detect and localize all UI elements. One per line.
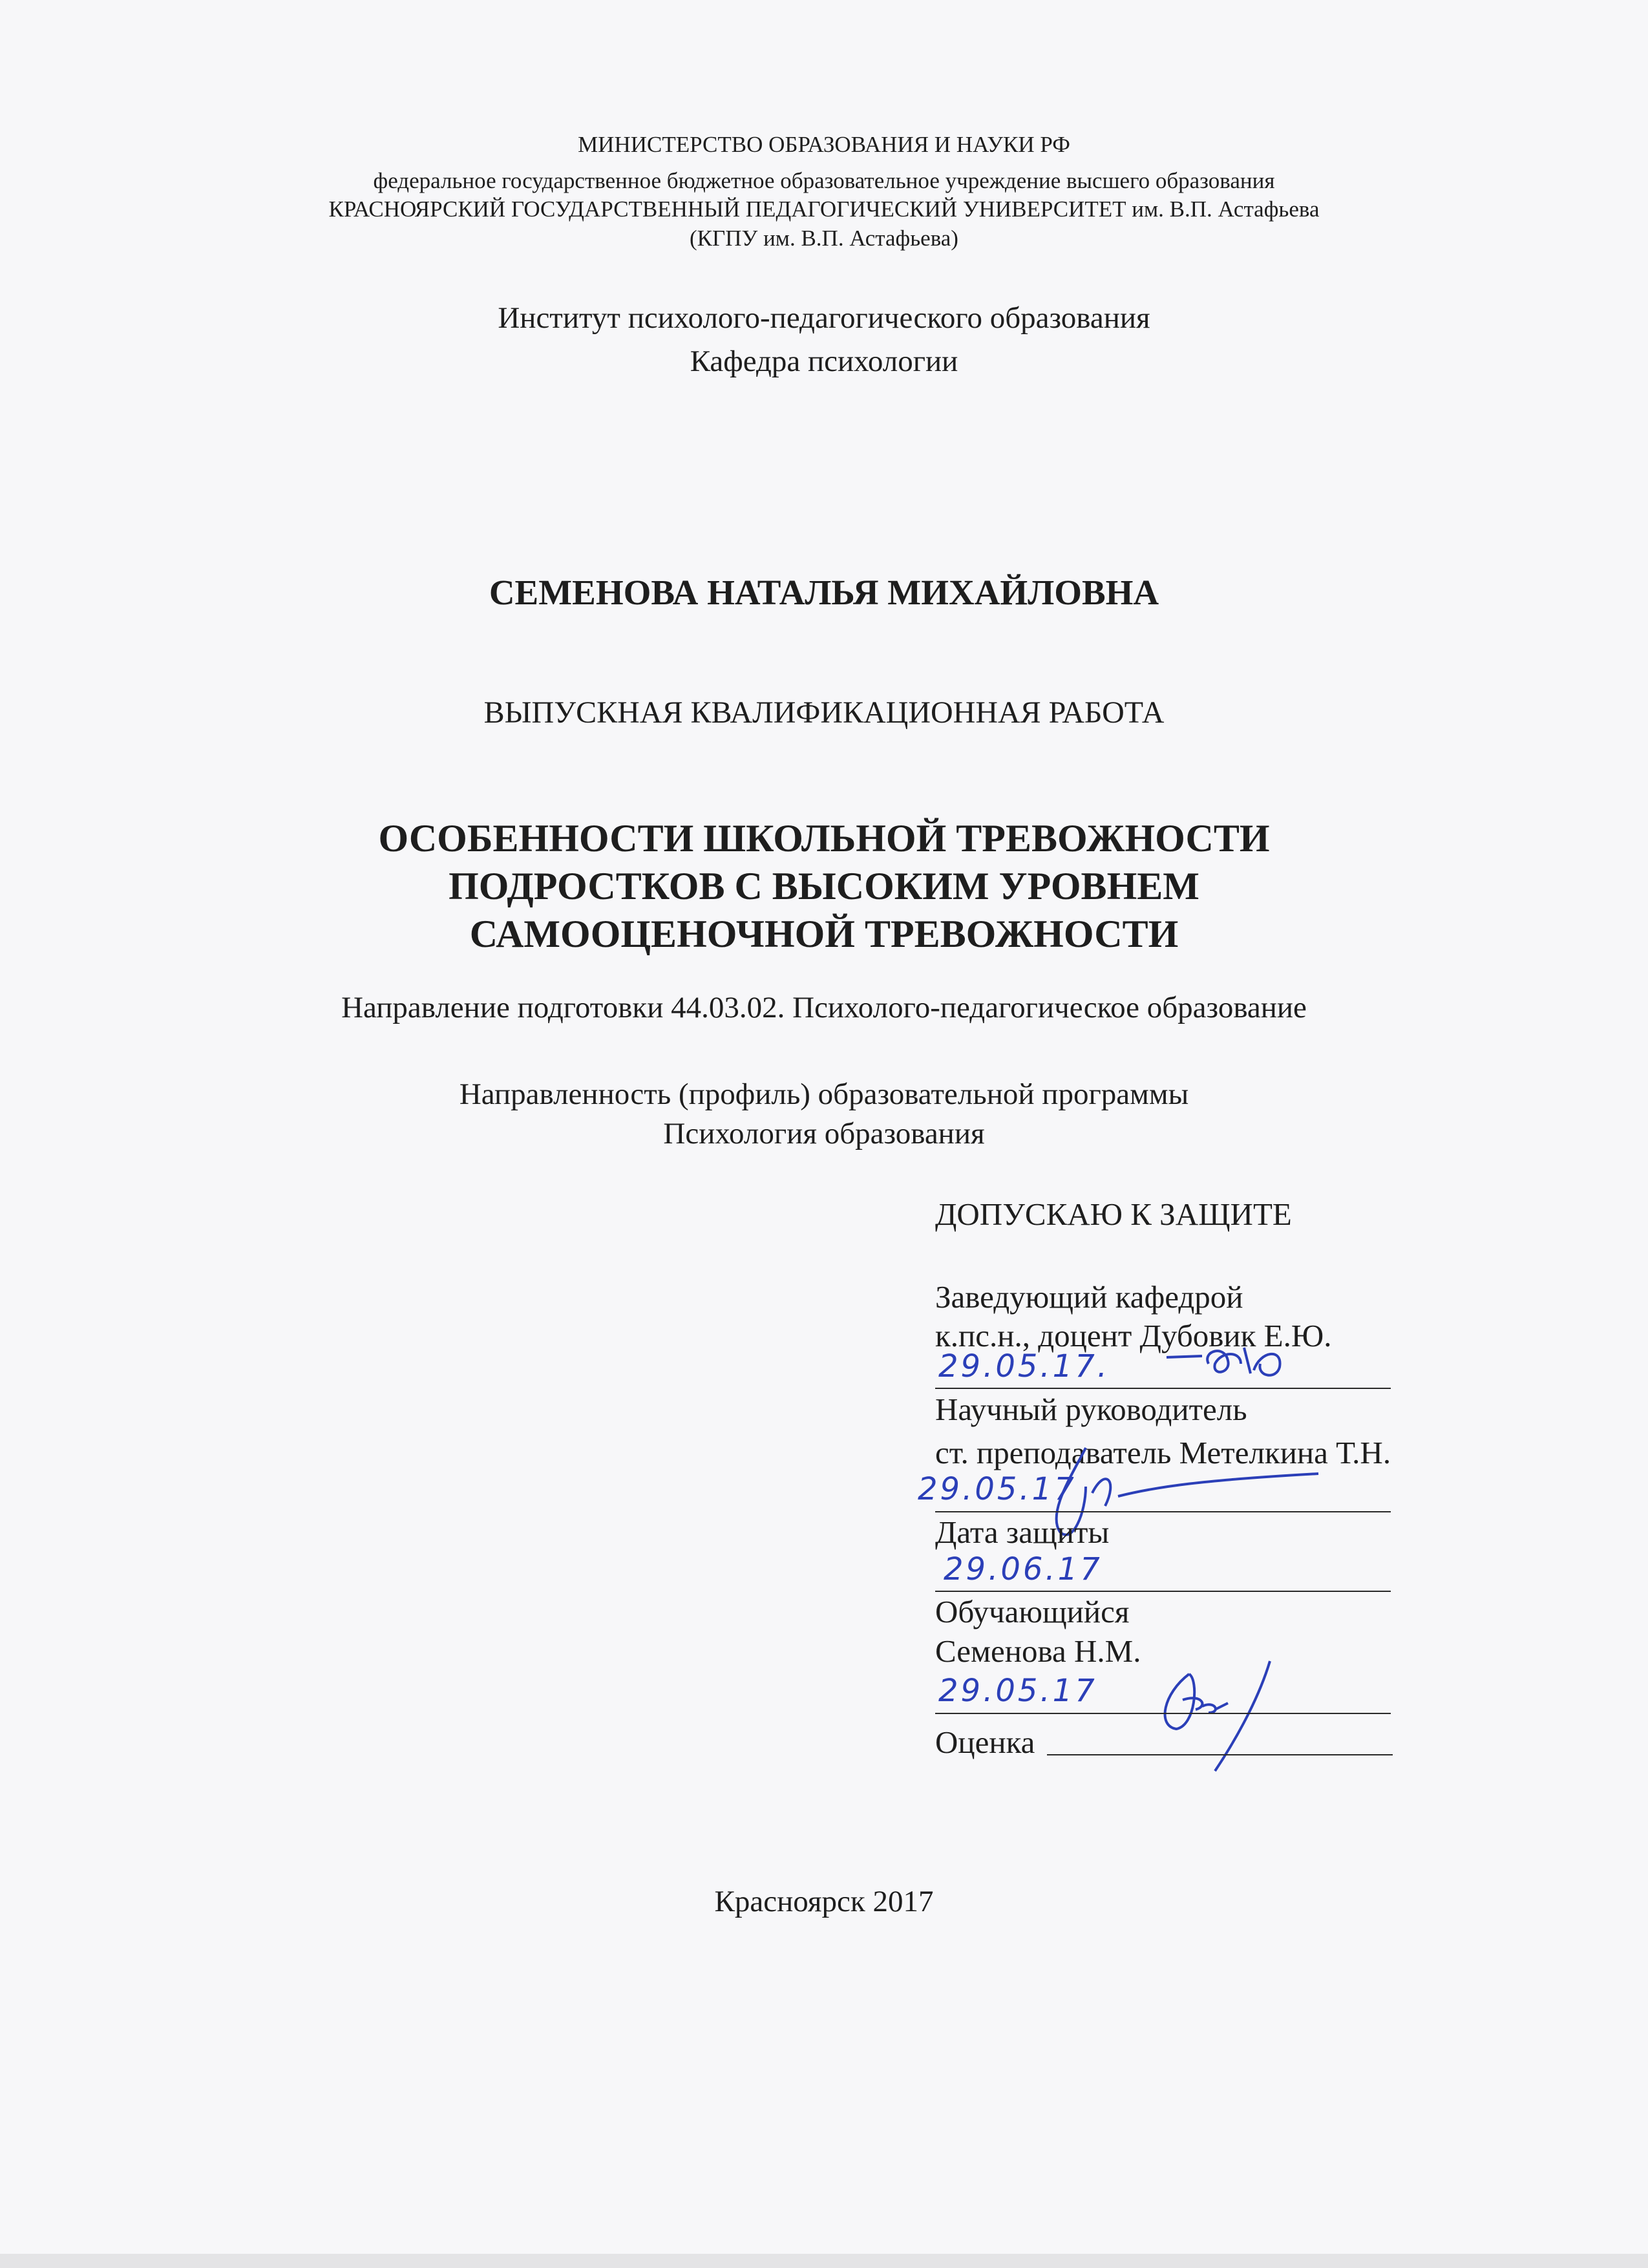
author-name: СЕМЕНОВА НАТАЛЬЯ МИХАЙЛОВНА (489, 573, 1159, 612)
student-name: Семенова Н.М. (935, 1633, 1141, 1669)
thesis-title-line-2: ПОДРОСТКОВ С ВЫСОКИМ УРОВНЕМ (449, 865, 1199, 907)
defense-date-handwritten: 29.06.17 (944, 1551, 1103, 1587)
defense-date-label: Дата защиты (935, 1514, 1110, 1550)
approval-heading: ДОПУСКАЮ К ЗАЩИТЕ (935, 1196, 1292, 1232)
institute-name: Институт психолого-педагогического образования (498, 301, 1150, 335)
thesis-title-line-1: ОСОБЕННОСТИ ШКОЛЬНОЙ ТРЕВОЖНОСТИ (378, 817, 1270, 860)
scan-edge (0, 2254, 1648, 2268)
head-signature (1163, 1331, 1293, 1390)
defense-date-line (935, 1591, 1391, 1592)
head-signature-line (935, 1388, 1391, 1389)
thesis-title-line-3: САМООЦЕНОЧНОЙ ТРЕВОЖНОСТИ (469, 913, 1179, 955)
supervisor-role: Научный руководитель (935, 1392, 1247, 1427)
supervisor-signature-line (935, 1511, 1391, 1512)
profile-label: Направленность (профиль) образовательной программы (459, 1077, 1189, 1111)
student-role: Обучающийся (935, 1594, 1130, 1629)
grade-line (1047, 1754, 1393, 1755)
student-signature-line (935, 1713, 1391, 1714)
grade-label: Оценка (935, 1724, 1035, 1760)
student-date-handwritten: 29.05.17 (938, 1673, 1097, 1709)
head-role: Заведующий кафедрой (935, 1279, 1243, 1315)
ministry-line: МИНИСТЕРСТВО ОБРАЗОВАНИЯ И НАУКИ РФ (578, 132, 1070, 157)
institution-type-line: федеральное государственное бюджетное образовательное учреждение высшего образования (373, 168, 1275, 193)
head-date-handwritten: 29.05.17. (938, 1348, 1110, 1384)
student-signature (1150, 1655, 1280, 1777)
department-name: Кафедра психологии (690, 344, 958, 378)
supervisor-name: ст. преподаватель Метелкина Т.Н. (935, 1435, 1391, 1470)
city-year: Красноярск 2017 (714, 1885, 934, 1918)
supervisor-date-handwritten: 29.05.17 (918, 1471, 1077, 1507)
head-name: к.пс.н., доцент Дубовик Е.Ю. (935, 1318, 1332, 1353)
profile-value: Психология образования (663, 1117, 985, 1150)
direction-line: Направление подготовки 44.03.02. Психолого-педагогическое образование (341, 991, 1307, 1024)
university-short-line: (КГПУ им. В.П. Астафьева) (690, 226, 958, 251)
university-line: КРАСНОЯРСКИЙ ГОСУДАРСТВЕННЫЙ ПЕДАГОГИЧЕСКИЙ УНИВЕРСИТЕТ им. В.П. Астафьева (328, 196, 1320, 222)
work-type: ВЫПУСКНАЯ КВАЛИФИКАЦИОННАЯ РАБОТА (483, 695, 1165, 730)
